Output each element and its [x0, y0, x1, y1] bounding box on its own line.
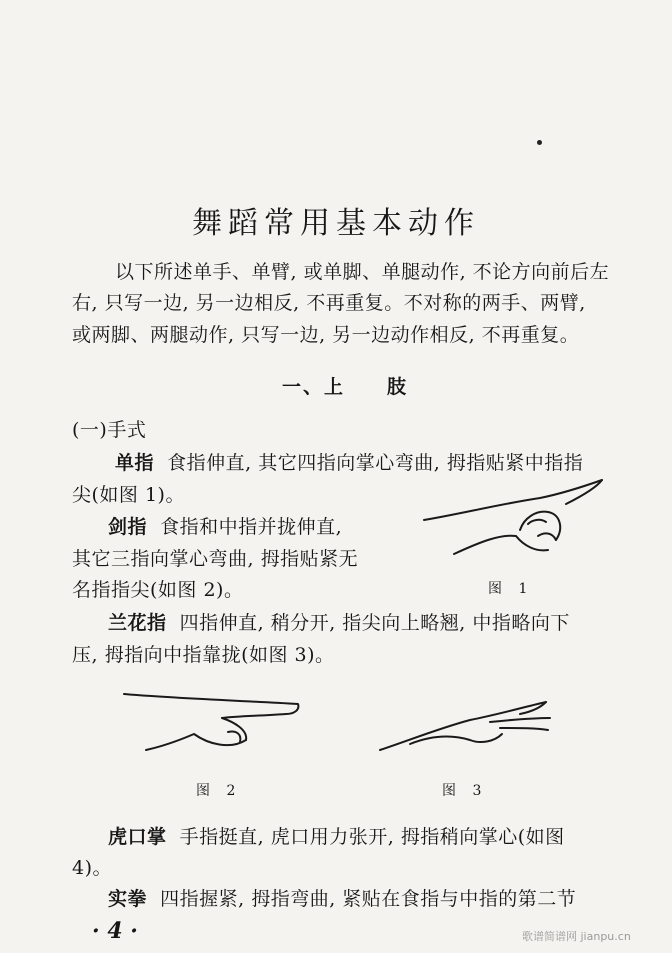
entry-hukouzhang-text: 手指挺直, 虎口用力张开, 拇指稍向掌心(如图: [179, 826, 565, 848]
entry-hukouzhang-line-2: 4)。: [72, 857, 113, 879]
entry-jianzhi-text: 食指和中指并拢伸直,: [160, 516, 343, 538]
entry-shiquan-text: 四指握紧, 拇指弯曲, 紧贴在食指与中指的第二节: [160, 888, 577, 910]
figure-3-hand-illustration: [370, 688, 560, 768]
figure-1-hand-illustration: [420, 474, 610, 574]
intro-line-1: 以下所述单手、单臂, 或单脚、单腿动作, 不论方向前后左: [115, 261, 610, 283]
entry-lanhuazhi-line-2: 压, 拇指向中指靠拢(如图 3)。: [72, 644, 335, 666]
watermark: 歌谱简谱网 jianpu.cn: [522, 930, 631, 943]
entry-shiquan-line-1: [108, 884, 576, 911]
figure-2-hand-illustration: [118, 688, 308, 768]
section-heading: 一、上 肢: [282, 376, 409, 398]
entry-danzhi-line-1: [115, 448, 583, 475]
entry-shiquan-term: 实拳: [108, 888, 148, 910]
figure-3-caption: 图 3: [442, 783, 488, 799]
intro-line-2: 右, 只写一边, 另一边相反, 不再重复。不对称的两手、两臂,: [72, 292, 586, 314]
intro-line-3: 或两脚、两腿动作, 只写一边, 另一边动作相反, 不再重复。: [72, 324, 580, 346]
entry-lanhuazhi-line-1: [108, 608, 570, 635]
entry-danzhi-text: 食指伸直, 其它四指向掌心弯曲, 拇指贴紧中指指: [167, 452, 584, 474]
entry-jianzhi-line-1: [108, 512, 342, 539]
figure-1-caption: 图 1: [488, 581, 534, 597]
entry-danzhi-line-2: 尖(如图 1)。: [72, 484, 185, 506]
page-number-value: 4: [107, 918, 123, 944]
entry-hukouzhang-term: 虎口掌: [108, 826, 167, 848]
entry-jianzhi-line-3: 名指指尖(如图 2)。: [72, 579, 244, 601]
ink-dot: [537, 140, 542, 145]
figure-2-caption: 图 2: [196, 783, 242, 799]
entry-hukouzhang-line-1: [108, 822, 565, 849]
entry-lanhuazhi-text: 四指伸直, 稍分开, 指尖向上略翘, 中指略向下: [179, 612, 570, 634]
subsection-heading: (一)手式: [72, 419, 147, 441]
entry-lanhuazhi-term: 兰花指: [108, 612, 167, 634]
entry-jianzhi-line-2: 其它三指向掌心弯曲, 拇指贴紧无: [72, 548, 359, 570]
page-title: 舞蹈常用基本动作: [192, 206, 480, 242]
entry-jianzhi-term: 剑指: [108, 516, 148, 538]
page-number: · 4 ·: [92, 918, 138, 944]
entry-danzhi-term: 单指: [115, 452, 155, 474]
